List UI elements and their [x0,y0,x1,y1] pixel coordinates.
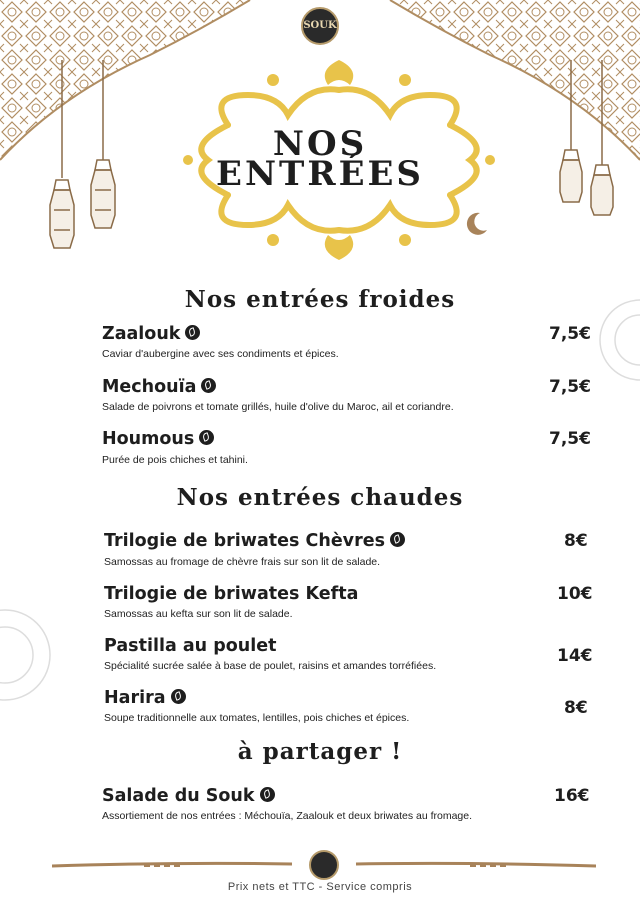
mandala-decoration [0,600,55,710]
page-title-line2: ENTRÉES [216,154,424,194]
item-description: Salade de poivrons et tomate grillés, huile d'olive du Maroc, ail et coriandre. [102,401,454,413]
item-name: Trilogie de briwates Chèvres [104,531,386,551]
item-description: Soupe traditionnelle aux tomates, lentilles, pois chiches et épices. [104,712,410,724]
item-name: Pastilla au poulet [104,636,277,656]
item-price: 14€ [557,646,593,666]
item-description: Purée de pois chiches et tahini. [102,454,248,466]
item-name: Trilogie de briwates Kefta [104,584,359,604]
logo: SOUK [301,7,339,45]
item-price: 8€ [564,698,588,718]
item-name: Mechouïa [102,377,197,397]
section-title-share: à partager ! [237,738,403,765]
item-price: 16€ [554,786,590,806]
section-title-cold: Nos entrées froides [184,286,456,313]
item-description: Spécialité sucrée salée à base de poulet, raisins et amandes torréfiées. [104,660,437,672]
item-name: Salade du Souk [102,786,255,806]
item-name: Houmous [102,429,195,449]
footer-note: Prix nets et TTC - Service compris [227,881,413,893]
item-price: 10€ [557,584,593,604]
section-title-hot: Nos entrées chaudes [176,484,464,511]
leaf-icon [260,787,275,802]
item-description: Samossas au fromage de chèvre frais sur son lit de salade. [104,556,381,568]
leaf-icon [185,325,200,340]
item-price: 7,5€ [549,324,591,344]
leaf-icon [171,689,186,704]
item-description: Caviar d'aubergine avec ses condiments et épices. [102,348,339,360]
item-description: Assortiement de nos entrées : Méchouïa, Zaalouk et deux briwates au fromage. [102,810,473,822]
leaf-icon [390,532,405,547]
item-price: 7,5€ [549,377,591,397]
footer-divider [52,850,596,880]
leaf-icon [199,430,214,445]
item-description: Samossas au kefta sur son lit de salade. [104,608,293,620]
item-price: 7,5€ [549,429,591,449]
item-name: Harira [104,688,166,708]
leaf-icon [201,378,216,393]
page-title-line1: NOS [272,124,368,164]
item-name: Zaalouk [102,324,181,344]
item-price: 8€ [564,531,588,551]
